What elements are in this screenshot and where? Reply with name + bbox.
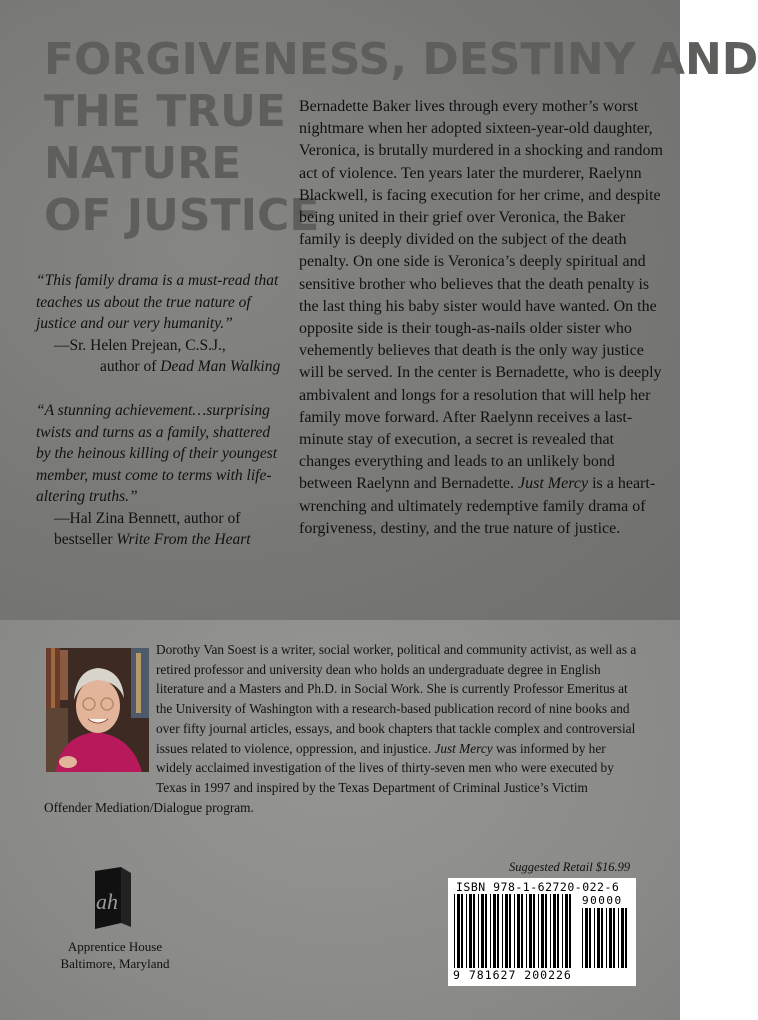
barcode-bar [454, 894, 455, 968]
barcode-number: 9 781627 200226 [453, 968, 572, 982]
barcode-bar [509, 894, 511, 968]
barcode-bar [529, 894, 532, 968]
quote-text: “A stunning achievement…surprising twists and turns as a family, shattered by the heinous killing of their youngest member, must come to terms with life-altering truths.” [36, 402, 278, 505]
publisher-logo [91, 867, 135, 933]
barcode-bars-icon [452, 894, 576, 970]
barcode-bar [618, 908, 619, 968]
quote-attribution-book [36, 356, 286, 378]
barcode-bar [582, 908, 583, 968]
author-bio [44, 640, 638, 817]
barcode-bar [466, 894, 467, 968]
apprentice-house-logo-icon [91, 867, 135, 933]
barcode-bar [569, 894, 571, 968]
barcode-bar [565, 894, 568, 968]
headline-line: OF JUSTICE [44, 190, 320, 241]
quote-text: “This family drama is a must-read that teaches us about the true nature of justice and our very humanity.” [36, 272, 279, 332]
barcode-bar [550, 894, 551, 968]
synopsis-ending: is a heart-wrenching and ultimately redemptive family drama of forgiveness, destiny, and the true nature of justice. [299, 475, 656, 537]
bio-book-title: Just Mercy [434, 740, 493, 756]
barcode-bar [541, 894, 544, 968]
barcode-bar [585, 908, 588, 968]
quote-attribution-book [36, 529, 286, 551]
barcode-bar [625, 908, 627, 968]
barcode-bar [609, 908, 612, 968]
bio-part1: Dorothy Van Soest is a writer, social worker, political and community activist, as well as a retired professor and university dean who holds an undergraduate degree in English literature and a Masters and Ph.D. in Social Work. She is currently Professor Emeritus at the University of Washington with a research-based publication record of nine books and over fifty journal articles, essays, and book chapters that tackle complex and controversial issues related to violence, oppression, and injustice. [156, 642, 637, 756]
barcode-bar [597, 908, 600, 968]
isbn-label: ISBN 978-1-62720-022-6 [456, 880, 620, 894]
photo-spacer [44, 640, 156, 778]
addon-number: 90000 [582, 894, 623, 907]
isbn-barcode [448, 878, 636, 986]
barcode-bar [601, 908, 603, 968]
barcode-bar [594, 908, 595, 968]
barcode-bar [606, 908, 607, 968]
attribution-title: Write From the Heart [116, 531, 251, 548]
headline-line: NATURE [44, 138, 242, 189]
quote-attribution: —Hal Zina Bennett, author of [54, 509, 241, 527]
barcode-bar [553, 894, 556, 968]
publisher-location: Baltimore, Maryland [60, 956, 170, 971]
publisher-info [60, 938, 170, 972]
headline-line: THE TRUE [44, 86, 286, 137]
barcode-bar [526, 894, 527, 968]
barcode-bar [589, 908, 591, 968]
barcode-bar [473, 894, 475, 968]
barcode-bar [545, 894, 547, 968]
svg-text:ah: ah [96, 889, 118, 914]
barcode-bar [521, 894, 523, 968]
barcode-bar [562, 894, 563, 968]
attribution-prefix: author of [100, 358, 161, 375]
bio-part2: was informed by her widely acclaimed investigation of the lives of thirty-seven men who were executed by Texas in 1997 and inspired by the Texas Department of Criminal Justice’s Victim Offender Mediation/Dialogue program. [44, 740, 614, 815]
barcode-bar [485, 894, 487, 968]
barcode-bar [478, 894, 479, 968]
synopsis [299, 96, 665, 540]
barcode-bar [497, 894, 499, 968]
barcode-bar [533, 894, 535, 968]
barcode-bar [469, 894, 472, 968]
addon-barcode-bars-icon [580, 908, 632, 974]
barcode-bar [502, 894, 503, 968]
barcode-bar [557, 894, 559, 968]
quote-attribution: —Sr. Helen Prejean, C.S.J., [54, 336, 226, 354]
barcode-bar [493, 894, 496, 968]
barcode-bar [613, 908, 615, 968]
barcode-bar [621, 908, 624, 968]
suggested-retail: Suggested Retail $16.99 [509, 860, 631, 874]
synopsis-book-title: Just Mercy [518, 475, 589, 493]
synopsis-main: Bernadette Baker lives through every mother’s worst nightmare when her adopted sixteen-year-old daughter, Veronica, is brutally murdered in a shocking and random act of violence. Ten years later the murderer, Raelynn Blackwell, is facing execution for her crime, and despite being united in their grief over Veronica, the Baker family is deeply divided on the subject of the death penalty. On one side is Veronica’s deeply spiritual and sensitive brother who believes that the death penalty is the last thing his baby sister would have wanted. On the opposite side is their tough-as-nails older sister who vehemently believes that death is the only way justice will be served. In the center is Bernadette, who is deeply ambivalent and longs for a resolution that will help her family move forward. After Raelynn receives a last-minute stay of execution, a secret is revealed that changes everything and leads to an unlikely bond between Raelynn and Bernadette. [299, 98, 663, 493]
barcode-bar [461, 894, 463, 968]
barcode-bar [505, 894, 508, 968]
endorsement-quote-bennett [36, 400, 286, 551]
barcode-bar [490, 894, 491, 968]
attribution-title: Dead Man Walking [160, 358, 281, 375]
barcode-bar [457, 894, 460, 968]
barcode-bar [517, 894, 520, 968]
publisher-name: Apprentice House [67, 939, 163, 954]
barcode-bar [481, 894, 484, 968]
attribution-prefix: bestseller [54, 531, 117, 548]
barcode-bar [514, 894, 515, 968]
headline-line: FORGIVENESS, DESTINY AND [44, 34, 758, 85]
endorsement-quote-prejean [36, 270, 286, 378]
barcode-bar [538, 894, 539, 968]
